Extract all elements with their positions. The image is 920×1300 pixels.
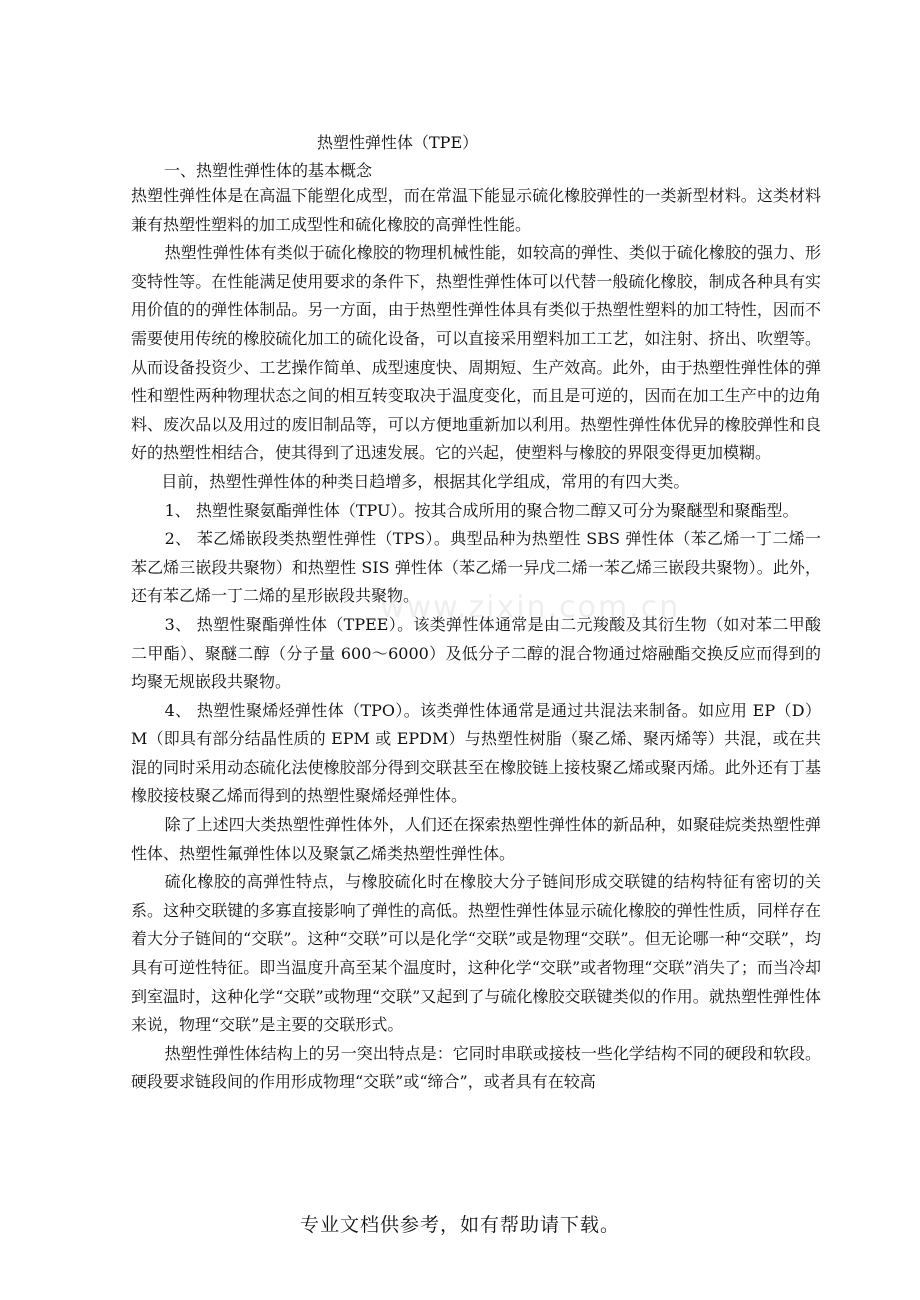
paragraph-definition: 热塑性弹性体是在高温下能塑化成型，而在常温下能显示硫化橡胶弹性的一类新型材料。这类材料兼有热塑性塑料的加工成型性和硫化橡胶的高弹性性能。	[131, 186, 821, 234]
list-item-tps: 2、 苯乙烯嵌段类热塑性弹性（TPS）。典型品种为热塑性 SBS 弹性体（苯乙烯一丁二烯一苯乙烯三嵌段共聚物）和热塑性 SIS 弹性体（苯乙烯一异戊二烯一苯乙烯三嵌段共聚物）。此外，还有苯乙烯一丁二烯的星形嵌段共聚物。	[131, 529, 821, 606]
paragraph-new-types: 除了上述四大类热塑性弹性体外，人们还在探索热塑性弹性体的新品种，如聚硅烷类热塑性弹性体、热塑性氟弹性体以及聚氯乙烯类热塑性弹性体。	[131, 815, 821, 863]
list-item-tpu: 1、 热塑性聚氨酯弹性体（TPU）。按其合成所用的聚合物二醇又可分为聚醚型和聚酯型。	[164, 500, 799, 520]
paragraph-properties: 热塑性弹性体有类似于硫化橡胶的物理机械性能，如较高的弹性、类似于硫化橡胶的强力、形变特性等。在性能满足使用要求的条件下，热塑性弹性体可以代替一般硫化橡胶，制成各种具有实用价值的的弹性体制品。另一方面，由于热塑性弹性体具有类似于热塑性塑料的加工特性，因而不需要使用传统的橡胶硫化加工的硫化设备，可以直接采用塑料加工工艺，如注射、挤出、吹塑等。从而设备投资少、工艺操作简单、成型速度快、周期短、生产效高。此外，由于热塑性弹性体的弹性和塑性两种物理状态之间的相互转变取决于温度变化，而且是可逆的，因而在加工生产中的边角料、废次品以及用过的废旧制品等，可以方便地重新加以利用。热塑性弹性体优异的橡胶弹性和良好的热塑性相结合，使其得到了迅速发展。它的兴起，使塑料与橡胶的界限变得更加模糊。	[131, 243, 821, 463]
document-title: 热塑性弹性体（TPE）	[317, 133, 479, 152]
list-item-tpee: 3、 热塑性聚酯弹性体（TPEE）。该类弹性体通常是由二元羧酸及其衍生物（如对苯二甲酸二甲酯）、聚醚二醇（分子量 600～6000）及低分子二醇的混合物通过熔融酯交换反应而得到的均聚无规嵌段共聚物。	[131, 614, 821, 692]
page-footer: 专业文档供参考，如有帮助请下载。	[299, 1214, 620, 1236]
section-heading: 一、热塑性弹性体的基本概念	[164, 161, 373, 180]
paragraph-structure: 热塑性弹性体结构上的另一突出特点是：它同时串联或接枝一些化学结构不同的硬段和软段。硬段要求链段间的作用形成物理“交联”或“缔合”，或者具有在较高	[131, 1043, 821, 1092]
document-body	[131, 182, 821, 1097]
paragraph-crosslinking: 硫化橡胶的高弹性特点，与橡胶硫化时在橡胶大分子链间形成交联键的结构特征有密切的关系。这种交联键的多寡直接影响了弹性的高低。热塑性弹性体显示硫化橡胶的弹性性质，同样存在着大分子链间的“交联”。这种“交联”可以是化学“交联”或是物理“交联”。但无论哪一种“交联”，均具有可逆性特征。即当温度升高至某个温度时，这种化学“交联”或者物理“交联”消失了；而当冷却到室温时，这种化学“交联”或物理“交联”又起到了与硫化橡胶交联键类似的作用。就热塑性弹性体来说，物理“交联”是主要的交联形式。	[131, 872, 821, 1035]
list-item-tpo: 4、 热塑性聚烯烃弹性体（TPO）。该类弹性体通常是通过共混法来制备。如应用 EP（D）M（即具有部分结晶性质的 EPM 或 EPDM）与热塑性树脂（聚乙烯、聚丙烯等）共混，或在共混的同时采用动态硫化法使橡胶部分得到交联甚至在橡胶链上接枝聚乙烯或聚丙烯。此外还有丁基橡胶接枝聚乙烯而得到的热塑性聚烯烃弹性体。	[131, 700, 821, 806]
paragraph-categories: 目前，热塑性弹性体的种类日趋增多，根据其化学组成，常用的有四大类。	[161, 471, 690, 491]
watermark: www.zixin.com.cn	[380, 590, 681, 625]
